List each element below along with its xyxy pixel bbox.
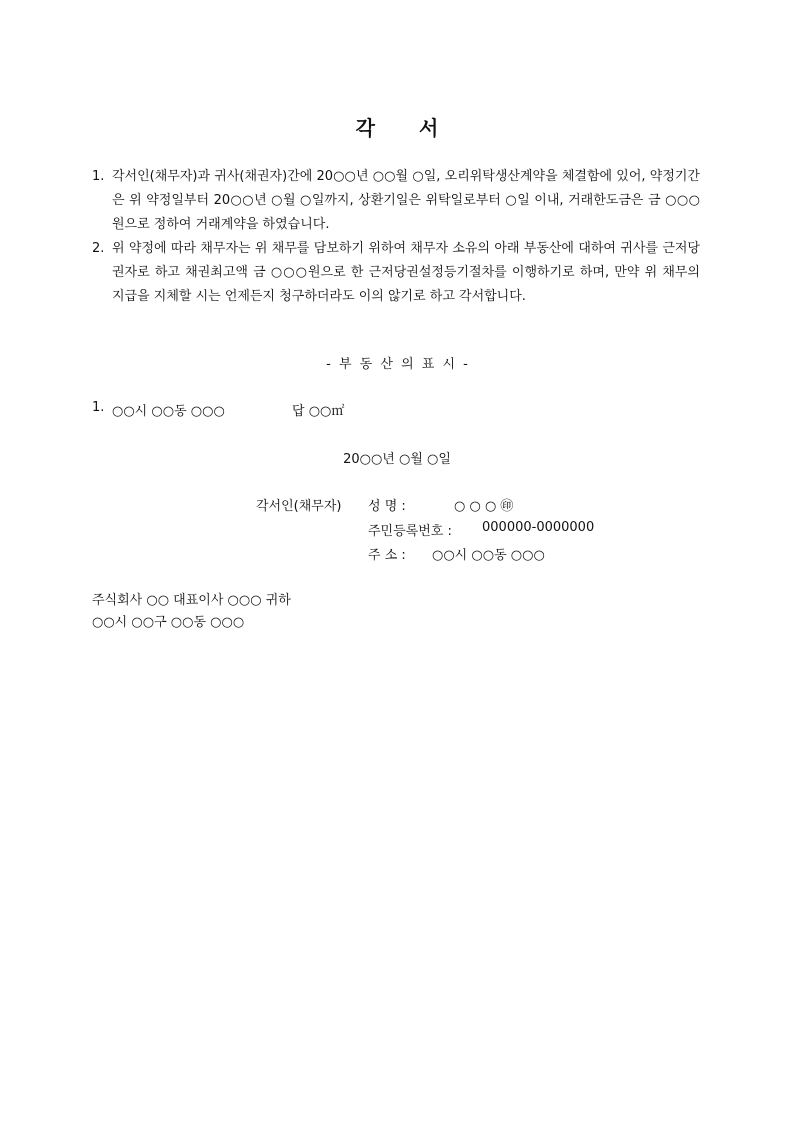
clause-text: 각서인(채무자)과 귀사(채권자)간에 20○○년 ○○월 ○일, 오리위탁생산계약을 체결함에 있어, 약정기간은 위 약정일부터 20○○년 ○월 ○일까지, 상환기일은 위탁일로부터 ○일 이내, 거래한도금은 금 ○○○원으로 정하여 거래계약을 하였습니다. (112, 169, 700, 232)
signer-address-label: 주 소 : (368, 548, 406, 563)
recipient-block (92, 590, 291, 634)
signer-role: 각서인(채무자) (256, 499, 342, 514)
clause-number: 1. (92, 169, 105, 184)
recipient-line-2: ○○시 ○○구 ○○동 ○○○ (92, 615, 245, 630)
title-char-2: 서 (419, 116, 439, 140)
signer-name-row (256, 495, 513, 514)
signer-address-row (256, 544, 545, 563)
recipient-line-1: 주식회사 ○○ 대표이사 ○○○ 귀하 (92, 593, 291, 608)
clause-item-2 (92, 237, 700, 309)
property-entry (92, 400, 344, 419)
property-heading: - 부 동 산 의 표 시 - (326, 357, 468, 372)
document-date: 20○○년 ○월 ○일 (343, 452, 451, 467)
signer-id-row (256, 520, 594, 539)
clause-item-1 (92, 165, 700, 237)
title-char-1: 각 (355, 116, 375, 140)
signer-id-value: 000000-0000000 (482, 520, 595, 535)
document-title (0, 112, 794, 141)
clause-text: 위 약정에 따라 채무자는 위 채무를 담보하기 위하여 채무자 소유의 아래 부동산에 대하여 귀사를 근저당권자로 하고 채권최고액 금 ○○○원으로 한 근저당권설정등기절차를 이행하기로 하며, 만약 위 채무의 지급을 지체할 시는 언제든지 청구하더라도 이의 않기로 하고 각서합니다. (112, 241, 700, 304)
property-detail: 답 ○○㎡ (292, 404, 345, 419)
signer-name-label: 성 명 : (368, 499, 406, 514)
property-number: 1. (92, 400, 105, 415)
clause-list (92, 165, 700, 309)
signer-address-value: ○○시 ○○동 ○○○ (432, 548, 545, 563)
property-location: ○○시 ○○동 ○○○ (112, 404, 225, 419)
signer-name-value: ○ ○ ○ ㊞ (454, 499, 514, 514)
clause-number: 2. (92, 241, 105, 256)
signer-id-label: 주민등록번호 : (368, 524, 452, 539)
